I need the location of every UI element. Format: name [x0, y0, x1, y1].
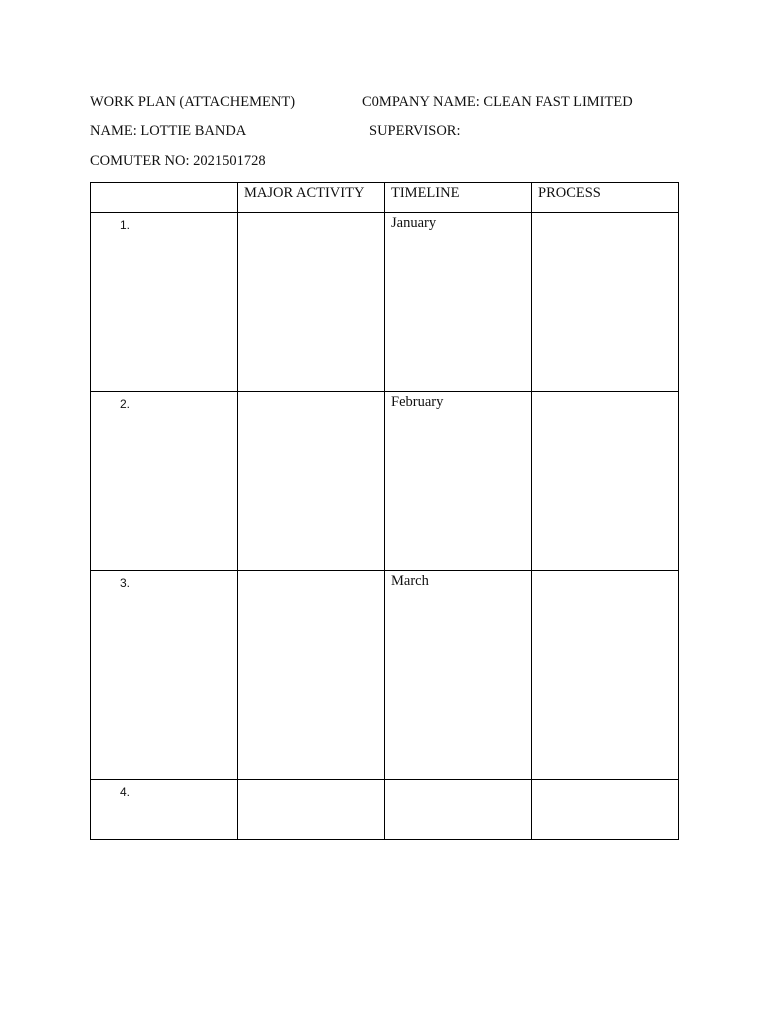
work-plan-table: [90, 182, 679, 840]
timeline-cell: January: [385, 213, 532, 392]
column-header-major-activity: MAJOR ACTIVITY: [238, 183, 385, 213]
supervisor-field: SUPERVISOR:: [369, 123, 461, 139]
table-row: [91, 213, 679, 392]
computer-number-field: COMUTER NO: 2021501728: [90, 153, 266, 169]
process-cell: [532, 213, 679, 392]
column-header-number: [91, 183, 238, 213]
process-cell: [532, 780, 679, 840]
timeline-cell: March: [385, 571, 532, 780]
row-number: 3.: [120, 576, 131, 590]
row-number-cell: [91, 392, 238, 571]
major-activity-cell: [238, 780, 385, 840]
column-header-timeline: TIMELINE: [385, 183, 532, 213]
table-row: [91, 392, 679, 571]
table-row: [91, 571, 679, 780]
process-cell: [532, 571, 679, 780]
work-plan-title: WORK PLAN (ATTACHEMENT): [90, 94, 296, 110]
timeline-cell: February: [385, 392, 532, 571]
major-activity-cell: [238, 571, 385, 780]
timeline-cell: [385, 780, 532, 840]
column-header-process: PROCESS: [532, 183, 679, 213]
table-row: [91, 780, 679, 840]
student-name-field: NAME: LOTTIE BANDA: [90, 123, 247, 139]
company-name-field: C0MPANY NAME: CLEAN FAST LIMITED: [362, 94, 633, 110]
row-number: 1.: [120, 218, 131, 232]
major-activity-cell: [238, 213, 385, 392]
row-number-cell: [91, 780, 238, 840]
table-header-row: [91, 183, 679, 213]
row-number: 2.: [120, 397, 131, 411]
row-number: 4.: [120, 785, 131, 799]
process-cell: [532, 392, 679, 571]
row-number-cell: [91, 213, 238, 392]
row-number-cell: [91, 571, 238, 780]
major-activity-cell: [238, 392, 385, 571]
